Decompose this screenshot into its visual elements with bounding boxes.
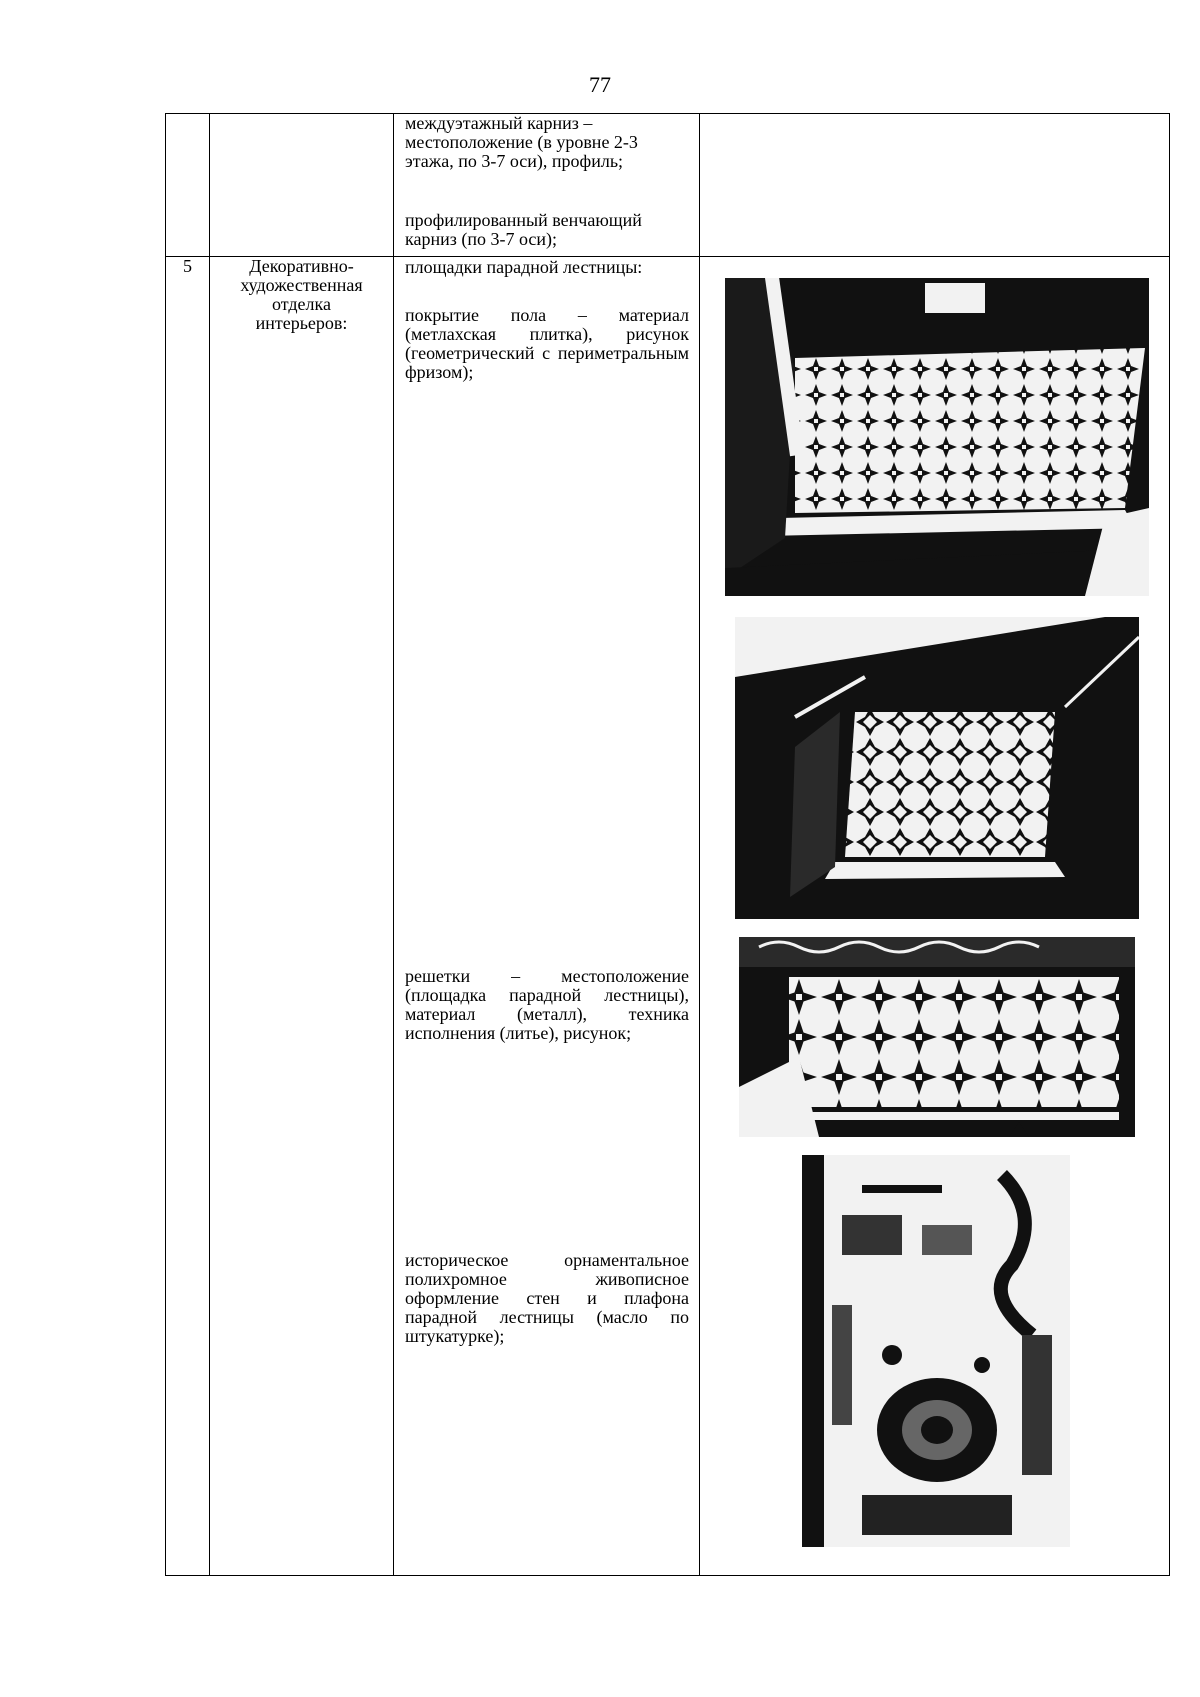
- cell-description: [394, 114, 700, 257]
- label-line: художественная: [240, 275, 363, 295]
- cornice-crowning-text: [405, 211, 689, 249]
- stair-landings-heading: площадки парадной лестницы:: [405, 257, 643, 277]
- label-line: Декоративно-: [249, 256, 354, 276]
- cell-label-empty: [210, 114, 394, 257]
- floor-covering-text: покрытие пола – материал (метлахская плитка), рисунок (геометрический с периметральным фризом);: [405, 305, 689, 382]
- photo-cast-grilles: [739, 937, 1135, 1137]
- cell-number-empty: [166, 114, 210, 257]
- text-line: местоположение (в уровне 2-3: [405, 132, 638, 152]
- photo-wall-painting: [802, 1155, 1070, 1547]
- table-row-previous: [166, 114, 1170, 257]
- label-line: интерьеров:: [255, 313, 348, 333]
- photo-floor-tiles-1: [725, 278, 1149, 596]
- label-line: отделка: [272, 294, 331, 314]
- page-number: 77: [589, 72, 611, 97]
- cell-photos: [700, 257, 1170, 1576]
- text-line: этажа, по 3-7 оси), профиль;: [405, 151, 624, 171]
- cornice-interfloor-text: [405, 114, 689, 171]
- row-number: 5: [166, 257, 210, 1576]
- cell-photo-empty: [700, 114, 1170, 257]
- row-label: [210, 257, 394, 1576]
- text-line: профилированный венчающий: [405, 210, 642, 230]
- attributes-table: [165, 113, 1170, 1576]
- cell-description: [394, 257, 700, 1576]
- grilles-text: решетки – местоположение (площадка парадной лестницы), материал (металл), техника исполнения (литье), рисунок;: [405, 966, 689, 1043]
- text-line: междуэтажный карниз –: [405, 113, 593, 133]
- photo-floor-tiles-2: [735, 617, 1139, 919]
- table-row-5: [166, 257, 1170, 1576]
- text-line: карниз (по 3-7 оси);: [405, 229, 558, 249]
- wall-painting-text: историческое орнаментальное полихромное живописное оформление стен и плафона парадной лестницы (масло по штукатурке);: [405, 1250, 689, 1346]
